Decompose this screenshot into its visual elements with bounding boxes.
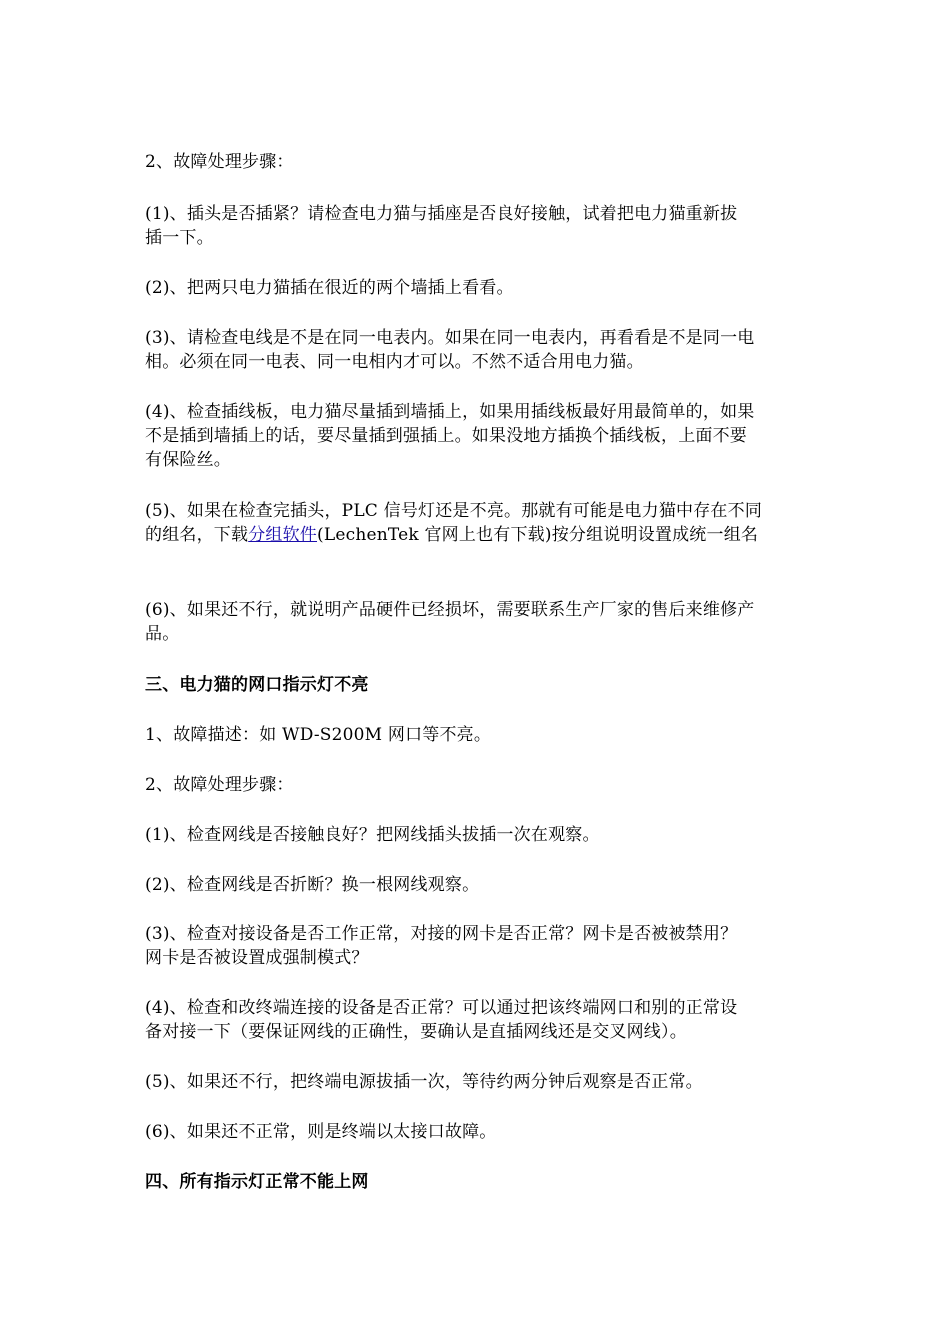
s2-item5-line2-prefix: 的组名，下载 (145, 525, 249, 545)
s2-item5-line2 (145, 523, 758, 547)
s2-item1-line2: 插一下。 (145, 228, 214, 248)
s3-item2: (2)、检查网线是否折断？换一根网线观察。 (145, 875, 480, 895)
s3-item3-line1: (3)、检查对接设备是否工作正常，对接的网卡是否正常？网卡是否被被禁用？ (145, 924, 738, 944)
s3-item4-line1: (4)、检查和改终端连接的设备是否正常？可以通过把该终端网口和别的正常设 (145, 998, 738, 1018)
s2-item3-line2: 相。必须在同一电表、同一电相内才可以。不然不适合用电力猫。 (145, 352, 644, 372)
s3-steps-title: 2、故障处理步骤： (145, 775, 294, 795)
s2-item4-line3: 有保险丝。 (145, 450, 231, 470)
s2-item4-line2: 不是插到墙插上的话，要尽量插到强插上。如果没地方插换个插线板，上面不要 (145, 426, 747, 446)
s2-item6-line1: (6)、如果还不行，就说明产品硬件已经损坏，需要联系生产厂家的售后来维修产 (145, 600, 755, 620)
section4-heading: 四、所有指示灯正常不能上网 (145, 1172, 369, 1192)
s2-item2-line1: (2)、把两只电力猫插在很近的两个墙插上看看。 (145, 278, 514, 298)
s2-item6-line2: 品。 (145, 624, 180, 644)
s2-item5-line1: (5)、如果在检查完插头，PLC 信号灯还是不亮。那就有可能是电力猫中存在不同 (145, 501, 763, 521)
section3-heading: 三、电力猫的网口指示灯不亮 (145, 675, 369, 695)
s3-item5: (5)、如果还不行，把终端电源拔插一次，等待约两分钟后观察是否正常。 (145, 1072, 703, 1092)
s3-description: 1、故障描述：如 WD-S200M 网口等不亮。 (145, 725, 492, 745)
s2-item1-line1: (1)、插头是否插紧？请检查电力猫与插座是否良好接触，试着把电力猫重新拔 (145, 204, 738, 224)
s3-item4-line2: 备对接一下（要保证网线的正确性，要确认是直插网线还是交叉网线）。 (145, 1022, 687, 1042)
s3-item1: (1)、检查网线是否接触良好？把网线插头拔插一次在观察。 (145, 825, 600, 845)
group-software-link[interactable]: 分组软件 (248, 525, 318, 545)
section2-steps-title: 2、故障处理步骤： (145, 152, 294, 172)
s2-item5-line2-suffix: (LechenTek 官网上也有下载)按分组说明设置成统一组名 (317, 525, 759, 545)
s2-item4-line1: (4)、检查插线板，电力猫尽量插到墙插上，如果用插线板最好用最简单的，如果 (145, 402, 755, 422)
s2-item3-line1: (3)、请检查电线是不是在同一电表内。如果在同一电表内，再看看是不是同一电 (145, 328, 755, 348)
s3-item6: (6)、如果还不正常，则是终端以太接口故障。 (145, 1122, 497, 1142)
s3-item3-line2: 网卡是否被设置成强制模式？ (145, 948, 369, 968)
